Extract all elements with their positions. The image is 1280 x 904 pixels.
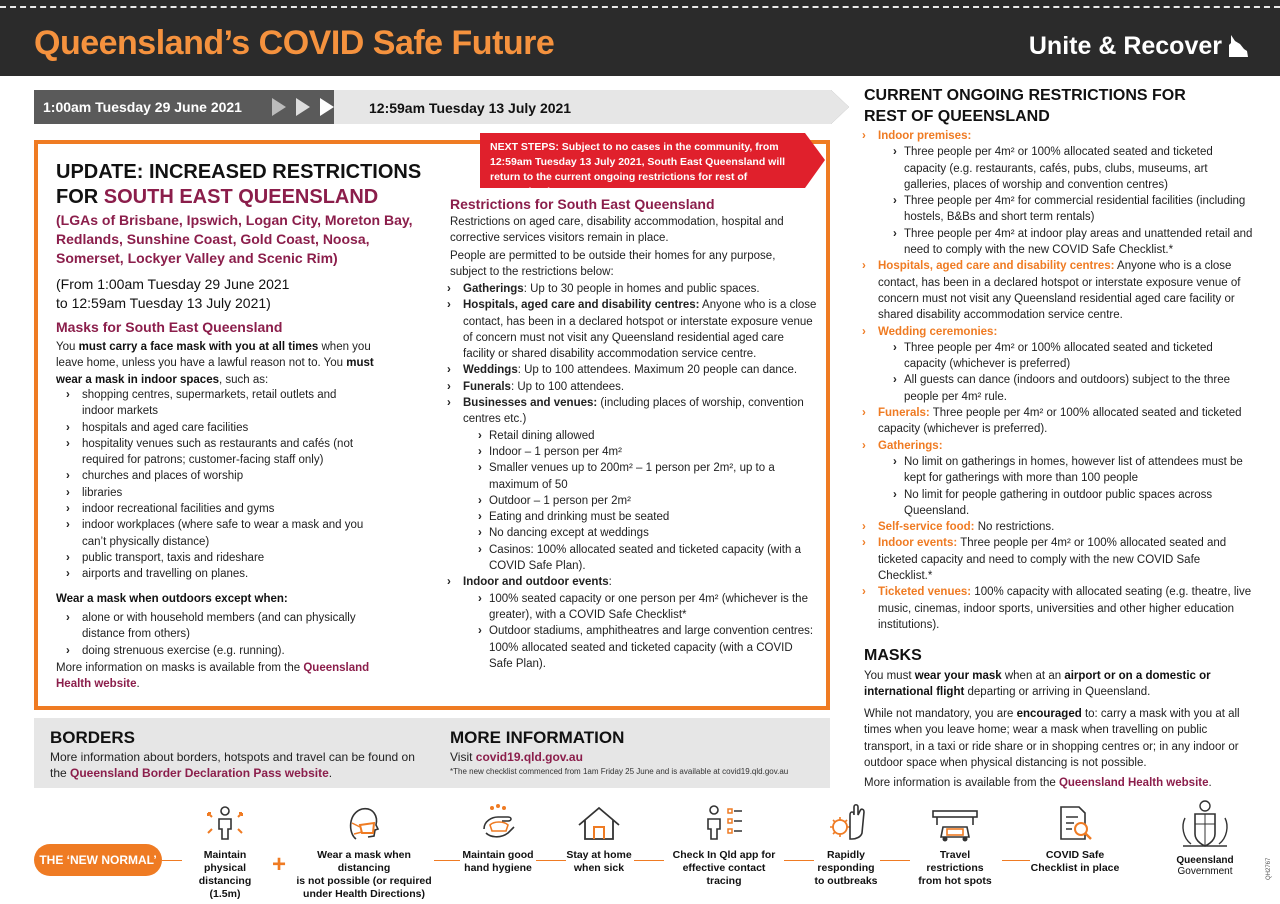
new-normal-stay-home: Stay at home when sick <box>566 803 632 875</box>
masks-seq-intro-text-2: when you leave home, unless you have a lawful reason not to. You <box>56 341 371 370</box>
ongoing-heading-line-2: REST OF QUEENSLAND <box>864 108 1050 125</box>
hand-hygiene-icon <box>478 803 518 843</box>
checklist-icon <box>1055 803 1095 843</box>
list-item: › shopping centres, supermarkets, retail outlets and indoor markets <box>66 389 337 418</box>
checklist-footnote: *The new checklist commenced from 1am Friday 25 June and is available at covid19.qld.gov.au <box>450 767 789 776</box>
physical-distancing-icon <box>205 803 245 843</box>
list-item: › Indoor – 1 person per 4m² <box>478 445 622 458</box>
end-date: 12:59am Tuesday 13 July 2021 <box>369 100 572 116</box>
connector-line <box>880 860 910 861</box>
new-normal-outbreaks: Rapidly responding to outbreaks <box>814 803 878 888</box>
list-item: › alone or with household members (and can physically distance from others) <box>66 612 356 641</box>
connector-line <box>536 860 566 861</box>
list-item: › Retail dining allowed <box>478 429 595 442</box>
connector-line <box>1002 860 1030 861</box>
business-sublist <box>476 428 817 575</box>
list-item: › Businesses and venues: (including places of worship, convention centres etc.) › Retail dining allowed › Indoor – 1 person per 4m² › Smaller venues up to 200m² – 1 person per 2m², up to a maximum of 50 › Outdoor – 1 person per 2m² › Eating and drinking must be seated › No dancing except at weddings › Casinos: 100% allocated seated and ticketed capacity (with a COVID Safe Plan). <box>445 395 817 574</box>
events-sublist <box>476 591 817 672</box>
list-item: › Weddings: Up to 100 attendees. Maximum 20 people can dance. <box>447 364 798 377</box>
list-item: › Hospitals, aged care and disability centres: Anyone who is a close contact, has been in a declared hotspot or interstate exposure venue of concern must not visit any Queensland residential aged care facility or shared disability accommodation service centre. <box>862 260 1241 322</box>
document-code: QH2767 <box>1266 857 1272 880</box>
connector-line <box>634 860 664 861</box>
list-item: › Outdoor stadiums, amphitheatres and large convention centres: 100% allocated seated and ticketed capacity (with a COVID Safe Plan). <box>478 625 814 670</box>
gov-name-1: Queensland <box>1176 855 1234 866</box>
masks-seq-intro-end: , such as: <box>219 373 269 386</box>
list-item: › hospitals and aged care facilities <box>66 421 249 434</box>
list-item: › Funerals: Three people per 4m² or 100% allocated seated and ticketed capacity (whichever is preferred). <box>862 407 1242 436</box>
outdoors-list <box>64 610 384 659</box>
list-item: › Three people per 4m² or 100% allocated seated and ticketed capacity (whichever is preferred) <box>893 341 1213 371</box>
list-item: › No limit on gatherings in homes, however list of attendees must be kept for gatherings with more than 100 people <box>893 455 1243 485</box>
travel-restriction-icon <box>927 803 983 843</box>
list-item: › Three people per 4m² or 100% allocated seated and ticketed capacity (e.g. restaurants, cafés, pubs, clubs, museums, art galleries, places of worship and convention centres) <box>893 146 1213 191</box>
indoor-sublist <box>891 144 1255 258</box>
new-normal-distancing: Maintain physical distancing (1.5m) <box>182 803 268 901</box>
borders-heading: BORDERS <box>50 728 136 747</box>
ongoing-heading <box>864 85 1186 127</box>
list-item: › public transport, taxis and rideshare <box>66 551 265 564</box>
masks-seq-intro-text: You <box>56 341 79 353</box>
house-icon <box>576 803 622 843</box>
header-banner <box>0 0 1280 76</box>
seq-restrictions-list <box>445 281 817 672</box>
list-item: › airports and travelling on planes. <box>66 568 249 581</box>
new-normal-hygiene: Maintain good hand hygiene <box>462 803 534 875</box>
effective-period <box>56 275 426 313</box>
next-steps-text: NEXT STEPS: Subject to no cases in the community, from 12:59am Tuesday 13 July 2021, South East Queensland will return to the current ongoing restrictions for rest of Queensland. <box>490 141 786 198</box>
list-item: › All guests can dance (indoors and outdoors) subject to the three people per 4m² rule. <box>893 374 1231 403</box>
gov-name-2: Government <box>1177 866 1233 877</box>
list-item: › Indoor and outdoor events: › 100% seated capacity or one person per 4m² (whichever is the greater), with a COVID Safe Checklist* › Outdoor stadiums, amphitheatres and large convention centres: 100% allocated seated and ticketed capacity (with a COVID Safe Plan). <box>445 574 817 672</box>
border-pass-link[interactable]: Queensland Border Declaration Pass website <box>70 766 329 781</box>
coat-of-arms-icon <box>1175 798 1235 852</box>
list-item: › churches and places of worship <box>66 470 244 483</box>
update-heading-for: FOR <box>56 186 104 208</box>
new-normal-mask: Wear a mask when distancing is not possible (or required under Health Directions) <box>296 803 432 901</box>
masks-seq-heading: Masks for South East Queensland <box>56 319 283 335</box>
list-item: › No limit for people gathering in outdoor public spaces across Queensland. <box>893 488 1213 517</box>
list-item: › Indoor events: Three people per 4m² or 100% allocated seated and ticketed capacity and need to comply with the new COVID Safe Checklist.* <box>862 537 1227 583</box>
masks-p1: You must wear your mask when at an airport or on a domestic or international flight departing or arriving in Queensland. <box>864 670 1211 699</box>
connector-line <box>784 860 814 861</box>
ongoing-list <box>860 128 1255 633</box>
start-date: 1:00am Tuesday 29 June 2021 <box>43 99 242 115</box>
list-item: › Smaller venues up to 200m² – 1 person per 2m², up to a maximum of 50 <box>478 462 775 491</box>
masks-more-info <box>56 660 396 693</box>
header-dashes <box>0 6 1280 8</box>
list-item: › Hospitals, aged care and disability centres: Anyone who is a close contact, has been in a declared hotspot or interstate exposure venue of concern must not visit any Queensland residential aged care facility or shared disability accommodation service centre. <box>447 299 817 361</box>
covid-website-link[interactable]: covid19.qld.gov.au <box>475 750 583 764</box>
list-item: › Outdoor – 1 person per 2m² <box>478 494 631 507</box>
new-normal-pill: THE ‘NEW NORMAL’ <box>34 844 162 876</box>
masks-more-info-end: . <box>136 678 140 691</box>
seq-restrictions-heading: Restrictions for South East Queensland <box>450 196 715 212</box>
brand-logo <box>1029 32 1248 61</box>
new-normal-travel: Travel restrictions from hot spots <box>910 803 1000 888</box>
more-info-heading: MORE INFORMATION <box>450 728 625 747</box>
plus-icon: + <box>272 851 287 878</box>
borders-text: More information about borders, hotspots and travel can be found on the Queensland Border Declaration Pass website. <box>50 750 415 781</box>
list-item: › Three people per 4m² for commercial residential facilities (including hostels, B&Bs and short term rentals) <box>893 195 1246 224</box>
list-item: › No dancing except at weddings <box>478 527 649 540</box>
page-title: Queensland’s COVID Safe Future <box>34 24 555 62</box>
masks-more-info-text: More information on masks is available from the <box>56 662 304 674</box>
update-heading <box>56 160 421 210</box>
list-item: › Three people per 4m² at indoor play areas and unattended retail and need to comply with the new COVID Safe Checklist.* <box>893 227 1253 257</box>
effective-to: to 12:59am Tuesday 13 July 2021) <box>56 295 271 311</box>
list-item: › Wedding ceremonies: › Three people per 4m² or 100% allocated seated and ticketed capacity (whichever is preferred) › All guests can dance (indoors and outdoors) subject to the three people per 4m² rule. <box>860 324 1255 405</box>
update-heading-line-1: UPDATE: INCREASED RESTRICTIONS <box>56 161 422 183</box>
list-item: › hospitality venues such as restaurants and cafés (not required for patrons; customer-facing staff only) <box>66 437 354 467</box>
list-item: › Indoor premises: › Three people per 4m² or 100% allocated seated and ticketed capacity (e.g. restaurants, cafés, pubs, clubs, museums, art galleries, places of worship and convention centres) › Three people per 4m² for commercial residential facilities (including hostels, B&Bs and short term rentals) › Three people per 4m² at indoor play areas and unattended retail and need to comply with the new COVID Safe Checklist.* <box>860 128 1255 258</box>
ongoing-heading-line-1: CURRENT ONGOING RESTRICTIONS FOR <box>864 87 1186 104</box>
list-item: › indoor workplaces (where safe to wear a mask and you can’t physically distance) <box>66 519 364 548</box>
outdoors-heading: Wear a mask when outdoors except when: <box>56 593 288 605</box>
wedding-sublist <box>891 340 1255 405</box>
list-item: › doing strenuous exercise (e.g. running). <box>66 644 285 657</box>
connector-line <box>434 860 460 861</box>
seq-restrictions-p1: Restrictions on aged care, disability accommodation, hospital and corrective services visitors remain in place. <box>450 216 784 245</box>
list-item: › Funerals: Up to 100 attendees. <box>447 380 625 393</box>
list-item: › Self-service food: No restrictions. <box>862 521 1055 534</box>
contact-tracing-icon <box>702 803 746 843</box>
masks-seq-intro-bold-1: must carry a face mask with you at all times <box>78 341 319 353</box>
masks-seq-list <box>64 387 364 583</box>
update-heading-line-2 <box>56 185 421 210</box>
masks-seq-intro <box>56 339 396 388</box>
queensland-map-icon <box>1228 35 1248 59</box>
new-normal-checklist: COVID Safe Checklist in place <box>1030 803 1120 875</box>
list-item: › Eating and drinking must be seated <box>478 511 670 524</box>
next-steps-banner <box>480 133 825 198</box>
effective-from: (From 1:00am Tuesday 29 June 2021 <box>56 276 290 292</box>
list-item: › Gatherings: Up to 30 people in homes and public spaces. <box>447 283 760 295</box>
queensland-health-link[interactable]: Queensland Health website <box>56 662 370 691</box>
more-info-visit: Visit covid19.qld.gov.au <box>450 750 583 764</box>
masks-p2: While not mandatory, you are encouraged to: carry a mask with you at all times when you leave home; wear a mask when travelling on public transport, in a taxi or ride share or in shopping centres or; in any indoor or outdoor space when physical distancing is not possible. <box>864 708 1240 769</box>
queensland-government-logo <box>1170 798 1240 877</box>
list-item: › libraries <box>66 486 123 499</box>
gatherings-sublist <box>891 454 1255 519</box>
outbreak-response-icon <box>826 803 866 843</box>
masks-heading: MASKS <box>864 647 922 664</box>
list-item: › Casinos: 100% allocated seated and ticketed capacity (with a COVID Safe Plan). <box>478 543 801 573</box>
new-normal-check-in: Check In Qld app for effective contact tracing <box>666 803 782 888</box>
masks-seq-intro-bold-2: must wear a mask in indoor spaces <box>56 357 374 386</box>
brand-text: Unite & Recover <box>1028 32 1222 60</box>
connector-line <box>162 860 182 861</box>
list-item: › Gatherings: › No limit on gatherings in homes, however list of attendees must be kept for gatherings with more than 100 people › No limit for people gathering in outdoor public spaces across Queensland. <box>860 438 1255 519</box>
face-mask-icon <box>344 803 384 843</box>
seq-restrictions-p2: People are permitted to be outside their homes for any purpose, subject to the restrictions below: <box>450 250 776 279</box>
list-item: › Ticketed venues: 100% capacity with allocated seating (e.g. theatre, live music, cinemas, indoor sports, universities and other higher education institutions). <box>862 586 1252 631</box>
list-item: › 100% seated capacity or one person per 4m² (whichever is the greater), with a COVID Safe Checklist* <box>478 592 808 621</box>
masks-p3: More information is available from the Queensland Health website. <box>864 777 1212 789</box>
lga-list: (LGAs of Brisbane, Ipswich, Logan City, Moreton Bay, Redlands, Sunshine Coast, Gold Coast, Noosa, Somerset, Lockyer Valley and Scenic Rim) <box>56 212 413 266</box>
update-heading-region: SOUTH EAST QUEENSLAND <box>103 186 379 208</box>
date-range-bar <box>34 90 849 124</box>
queensland-health-link-2[interactable]: Queensland Health website <box>1058 777 1209 789</box>
list-item: › indoor recreational facilities and gyms <box>66 503 275 516</box>
